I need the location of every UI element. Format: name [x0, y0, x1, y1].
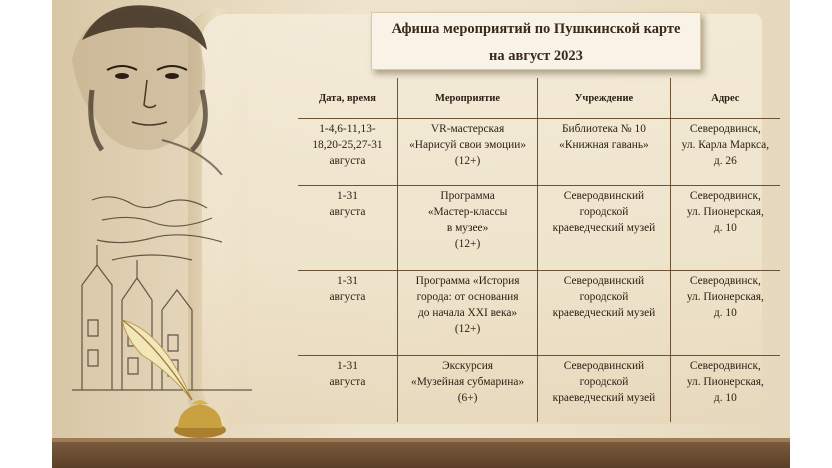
cell-event: Экскурсия «Музейная субмарина» (6+): [397, 356, 537, 423]
cell-date: 1-31 августа: [298, 271, 397, 356]
cell-address: Северодвинск, ул. Пионерская, д. 10: [670, 356, 780, 423]
table-row: [298, 356, 780, 423]
title-line-2: на август 2023: [489, 48, 583, 64]
bottom-band-decoration: [52, 442, 790, 468]
pushkin-portrait-sketch: [52, 0, 252, 175]
cell-venue: Северодвинский городской краеведческий музей: [538, 186, 671, 271]
title-box: [371, 12, 701, 70]
header-date: Дата, время: [298, 78, 397, 119]
table-row: [298, 186, 780, 271]
table-row: [298, 271, 780, 356]
cell-event: VR-мастерская «Нарисуй свои эмоции» (12+): [397, 119, 537, 186]
events-table: [298, 78, 780, 422]
cell-address: Северодвинск, ул. Карла Маркса, д. 26: [670, 119, 780, 186]
header-venue: Учреждение: [538, 78, 671, 119]
table-row: [298, 119, 780, 186]
cell-address: Северодвинск, ул. Пионерская, д. 10: [670, 186, 780, 271]
cell-venue: Библиотека № 10 «Книжная гавань»: [538, 119, 671, 186]
header-event: Мероприятие: [397, 78, 537, 119]
cell-venue: Северодвинский городской краеведческий музей: [538, 271, 671, 356]
cell-date: 1-4,6-11,13- 18,20-25,27-31 августа: [298, 119, 397, 186]
header-address: Адрес: [711, 92, 740, 104]
cell-address: Северодвинск, ул. Пионерская, д. 10: [670, 271, 780, 356]
cell-event: Программа «Мастер-классы в музее» (12+): [397, 186, 537, 271]
cell-date: 1-31 августа: [298, 186, 397, 271]
table-header-row: [298, 78, 780, 119]
cell-venue: Северодвинский городской краеведческий музей: [538, 356, 671, 423]
quill-and-inkwell-icon: [112, 300, 232, 450]
cell-event: Программа «История города: от основания до начала XXI века» (12+): [397, 271, 537, 356]
cell-date: 1-31 августа: [298, 356, 397, 423]
title-line-1: Афиша мероприятий по Пушкинской карте: [391, 21, 681, 37]
